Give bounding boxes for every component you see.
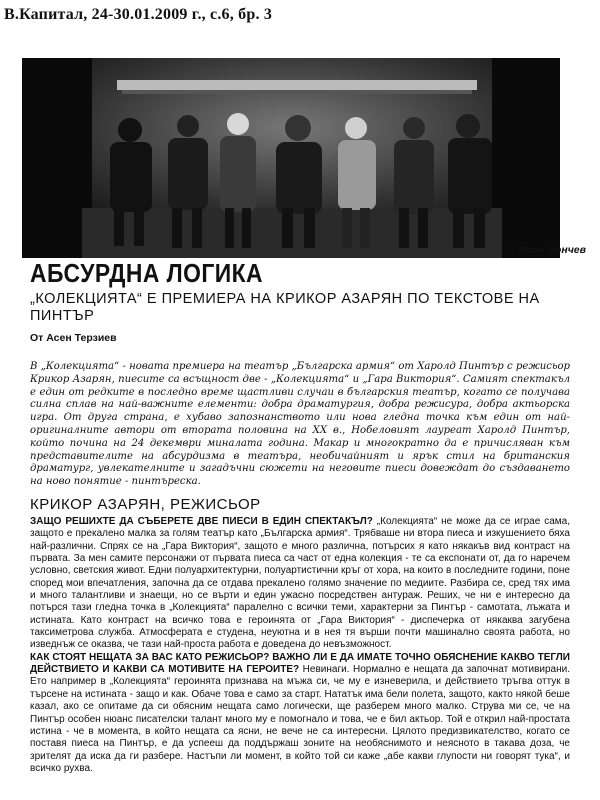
newspaper-header: В.Капитал, 24-30.01.2009 г., с.6, бр. 3 [4,6,273,23]
photo-credit: © Иван Дончев [507,244,586,256]
article-author: От Асен Терзиев [30,332,117,344]
section-heading: КРИКОР АЗАРЯН, РЕЖИСЬОР [30,496,261,513]
actors-photo-image [22,58,560,258]
article-intro: В „Колекцията“ - новата премиера на театър „Българска армия“ от Харолд Пинтър с режисьор Крикор Азарян, пиесите са всъщност две - „Колекцията“ и „Гара Виктория“. Самият спектакъл е един от редките в последно време щастливи случаи в българския театър, когато се получава силна сплав на най-важните елементи: добра драматургия, добра режисура, добра актьорска игра. От друга страна, е хубаво запознанството или нова гледна точка към един от най-оригиналните автори от втората половина на XX в., Нобеловият лауреат Харолд Пинтър, който почина на 24 декември миналата година. Макар и многократно да е причисляван към представителите на абсурдизма в театъра, необичайният и ярък стил на британския драматург, увлекателните и загадъчни сюжети на неговите пиеси довеждат до създаването на ново понятие - пинтъреска. [30,361,570,488]
answer-2: Невинаги. Нормално е нещата да започнат мотивирани. Ето например в „Колекцията“ героинята признава на мъжа си, че му е изневерила, и действието тръгва оттук в търсене на истината - защо и как. Обаче това е само за старт. Нататък има бели полета, защото, както някой беше казал, ако се опитаме да си обясним нещата само логически, ще разберем много малко. Струва ми се, че на Пинтър особен нюанс писателски талант много му е помогнало и това, че е бил актьор. Той е открил най-простата истина - че в момента, в който нещата са ясни, не вече не са интересни. Цялото предизвикателство, когато се поставя пиеса на Пинтър, е да успееш да поддържаш зоните на необяснимото и неясното в такава доза, че зрителят да иска да ги разбере. Настъпи ли момент, в който той си каже „абе какви глупости ни говорят тука“, и всичко рухва. [30,664,571,774]
interview-paragraph-2 [30,652,570,775]
question-1: ЗАЩО РЕШИХТЕ ДА СЪБЕРЕТЕ ДВЕ ПИЕСИ В ЕДИН СПЕКТАКЪЛ? [30,516,373,527]
stage-photo [22,58,560,258]
question-2: КАК СТОЯТ НЕЩАТА ЗА ВАС КАТО РЕЖИСЬОР? ВАЖНО ЛИ Е ДА ИМАТЕ ТОЧНО ОБЯСНЕНИЕ КАКВО ТЕГЛИ ДЕЙСТВИЕТО И КАКВИ СА МОТИВИТЕ НА ГЕРОИТЕ? [30,651,570,676]
article-title: АБСУРДНА ЛОГИКА [30,258,264,288]
interview-paragraph-1 [30,516,570,652]
answer-1: „Колекцията“ не може да се играе сама, защото е прекалено малка за голям театър като „Българска армия“. Трябваше ни втора пиеса и изкушението бяха най-различни. Спрях се на „Гара Виктория“, защото е много различна, потърсих я като някакъв вид контраст на първата. За мен самите персонажи от първата пиеса са част от една колекция - те са експонати от, да го наречем условно, светския живот. Едни полуархитектурни, полуартистични кръг от хора, на които в последните години, поне според мои впечатления, започна да се отдава прекалено голямо значение по медиите. Разбира се, сред тях има и много талантливи и знаещи, но се върти и един ужасно посредствен антураж. Реших, че ни е интересно да потърся тази гледна точка в „Колекцията“ паралелно с всички теми, характерни за Пинтър - самотата, лъжата и истината. Като контраст на всичко това е героинята от „Гара Виктория“ - диспечерка от някаква загубена таксиметрова служба. Атмосферата е студена, неуютна и в нея тя върши почти машинално своята работа, но изведнъж се оказва, че тази най-проста работа е доведена до невъзможност. [30,516,570,651]
article-subtitle: „КОЛЕКЦИЯТА“ Е ПРЕМИЕРА НА КРИКОР АЗАРЯН ПО ТЕКСТОВЕ НА ПИНТЪР [30,291,540,324]
interview-body [30,516,570,775]
